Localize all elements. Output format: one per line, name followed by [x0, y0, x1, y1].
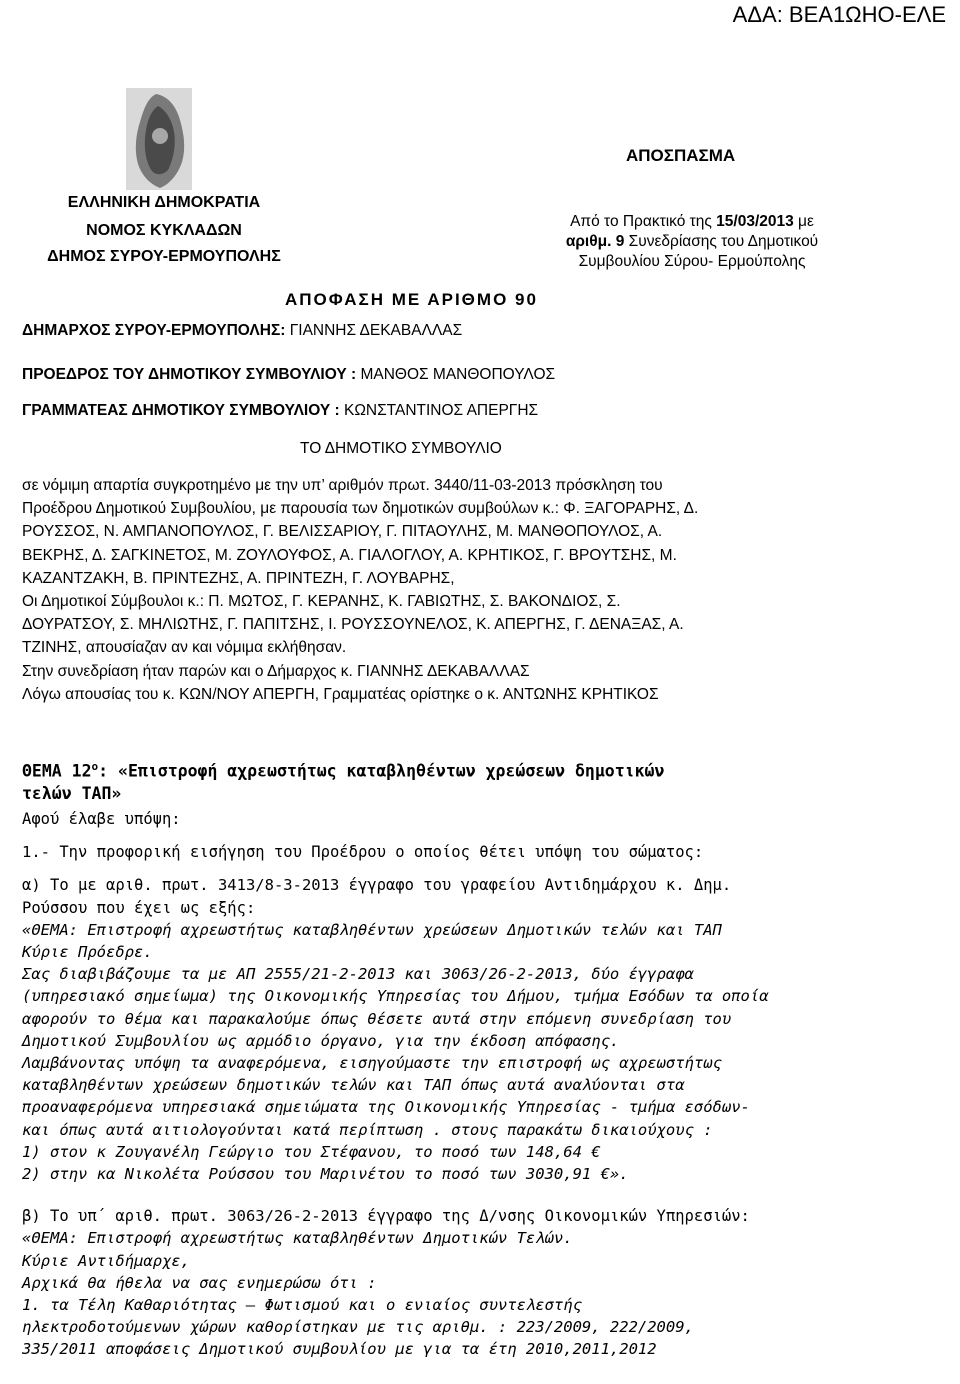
minutes-reference	[532, 212, 852, 272]
header-republic: ΕΛΛΗΝΙΚΗ ΔΗΜΟΚΡΑΤΙΑ	[67, 194, 261, 211]
quote-line: και όπως αυτά αιτιολογούνται κατά περίπτωση . στους παρακάτω δικαιούχους :	[22, 1120, 713, 1139]
quote-line: Λαμβάνοντας υπόψη τα αναφερόμενα, εισηγούμαστε την επιστροφή ως αχρεωστήτως	[22, 1054, 722, 1073]
item-a-line2: Ρούσσου που έχει ως εξής:	[22, 898, 256, 917]
municipality-logo	[124, 84, 194, 194]
attendance-line: ΔΟΥΡΑΤΣΟΥ, Σ. ΜΗΛΙΩΤΗΣ, Γ. ΠΑΠΙΤΣΗΣ, Ι. ΡΟΥΣΣΟΥΝΕΛΟΣ, Κ. ΑΠΕΡΓΗΣ, Γ. ΔΕΝΑΞΑΣ, Α.	[22, 616, 684, 634]
president-name: ΜΑΝΘΟΣ ΜΑΝΘΟΠΟΥΛΟΣ	[356, 366, 556, 383]
quote-line: καταβληθέντων χρεώσεων δημοτικών τελών και ΤΑΠ όπως αυτά αναλύονται στα	[22, 1076, 685, 1095]
document-type: ΑΠΟΣΠΑΣΜΑ	[626, 146, 736, 165]
b-quote-line: ηλεκτροδοτούμενων χώρων καθορίστηκαν με τις αριθμ. : 223/2009, 222/2009,	[22, 1318, 694, 1337]
attendance-line: ΤΖΙΝΗΣ, απουσίαζαν αν και νόμιμα εκλήθησαν.	[22, 639, 347, 657]
quote-line: «ΘΕΜΑ: Επιστροφή αχρεωστήτως καταβληθέντων χρεώσεων Δημοτικών τελών και ΤΑΠ	[22, 920, 722, 939]
decision-number: ΑΠΟΦΑΣΗ ΜΕ ΑΡΙΘΜΟ 90	[285, 290, 538, 309]
quote-line: (υπηρεσιακό σημείωμα) της Οικονομικής Υπηρεσίας του Δήμου, τμήμα Εσόδων τα οποία	[22, 987, 769, 1006]
attendance-line: σε νόμιμη απαρτία συγκροτημένο με την υπ’ αριθμόν πρωτ. 3440/11-03-2013 πρόσκληση του	[22, 477, 663, 494]
quote-line: Δημοτικού Συμβουλίου ως αρμόδιο όργανο, για την έκδοση απόφασης.	[22, 1031, 620, 1050]
president-label: ΠΡΟΕΔΡΟΣ ΤΟΥ ΔΗΜΟΤΙΚΟΥ ΣΥΜΒΟΥΛΙΟΥ :	[22, 366, 357, 383]
b-quote-line: 335/2011 αποφάσεις Δημοτικού συμβουλίου με για τα έτη 2010,2011,2012	[22, 1340, 657, 1359]
b-quote-line: Αρχικά θα ήθελα να σας ενημερώσω ότι :	[22, 1273, 377, 1292]
quote-line: 2) στην κα Νικολέτα Ρούσσου του Μαρινέτου το ποσό των 3030,91 €».	[22, 1165, 629, 1184]
secretary-line	[22, 402, 538, 420]
attendance-line: Προέδρου Δημοτικού Συμβουλίου, με παρουσία των δημοτικών συμβούλων κ.: Φ. ΞΑΓΟΡΑΡΗΣ, Δ.	[22, 500, 699, 518]
subject-heading	[22, 756, 822, 805]
attendance-line: ΡΟΥΣΣΟΣ, Ν. ΑΜΠΑΝΟΠΟΥΛΟΣ, Γ. ΒΕΛΙΣΣΑΡΙΟΥ, Γ. ΠΙΤΑΟΥΛΗΣ, Μ. ΜΑΝΘΟΠΟΥΛΟΣ, Α.	[22, 523, 663, 541]
ada-code: ΑΔΑ: ΒΕΑ1ΩΗΟ-ΕΛΕ	[732, 2, 946, 27]
header-prefecture: ΝΟΜΟΣ ΚΥΚΛΑΔΩΝ	[86, 222, 242, 239]
quote-line: Σας διαβιβάζουμε τα με ΑΠ 2555/21-2-2013 και 3063/26-2-2013, δύο έγγραφα	[22, 965, 694, 984]
attendance-block	[22, 474, 842, 706]
quote-line: 1) στον κ Ζουγανέλη Γεώργιο του Στέφανου, το ποσό των 148,64 €	[22, 1142, 601, 1161]
minutes-line1-post: με	[793, 213, 814, 230]
header-municipality: ΔΗΜΟΣ ΣΥΡΟΥ-ΕΡΜΟΥΠΟΛΗΣ	[47, 248, 281, 265]
quote-line: προαναφερόμενα υπηρεσιακά σημειώματα της Οικονομικής Υπηρεσίας - τμήμα εσόδων-	[22, 1098, 750, 1117]
decision-body	[22, 808, 842, 1361]
minutes-date: 15/03/2013	[716, 213, 794, 230]
quote-line: Κύριε Πρόεδρε.	[22, 943, 153, 962]
minutes-number: αριθμ. 9	[565, 233, 625, 250]
b-quote-line: 1. τα Τέλη Καθαριότητας – Φωτισμού και ο ενιαίος συντελεστής	[22, 1296, 582, 1315]
attendance-line: Οι Δημοτικοί Σύμβουλοι κ.: Π. ΜΩΤΟΣ, Γ. ΚΕΡΑΝΗΣ, Κ. ΓΑΒΙΩΤΗΣ, Σ. ΒΑΚΟΝΔΙΟΣ, Σ.	[22, 593, 621, 611]
secretary-label: ΓΡΑΜΜΑΤΕΑΣ ΔΗΜΟΤΙΚΟΥ ΣΥΜΒΟΥΛΙΟΥ :	[22, 402, 340, 419]
mayor-label: ΔΗΜΑΡΧΟΣ ΣΥΡΟΥ-ΕΡΜΟΥΠΟΛΗΣ:	[22, 322, 286, 339]
minutes-line1-pre: Από το Πρακτικό της	[570, 213, 717, 230]
item-b-line1: β) Το υπ΄ αριθ. πρωτ. 3063/26-2-2013 έγγραφο της Δ/νσης Οικονομικών Υπηρεσιών:	[22, 1207, 750, 1226]
quote-line: αφορούν το θέμα και παρακαλούμε όπως θέσετε αυτά στην επόμενη συνεδρίαση του	[22, 1009, 732, 1028]
attendance-line: Λόγω απουσίας του κ. ΚΩΝ/ΝΟΥ ΑΠΕΡΓΗ, Γραμματέας ορίστηκε ο κ. ΑΝΤΩΝΗΣ ΚΡΗΤΙΚΟΣ	[22, 685, 659, 703]
mayor-line	[22, 322, 462, 340]
council-title: ΤΟ ΔΗΜΟΤΙΚΟ ΣΥΜΒΟΥΛΙΟ	[300, 440, 502, 457]
subject-sup: ο	[91, 760, 99, 773]
attendance-line: Στην συνεδρίαση ήταν παρών και ο Δήμαρχος κ. ΓΙΑΝΝΗΣ ΔΕΚΑΒΑΛΛΑΣ	[22, 662, 530, 680]
mayor-name: ΓΙΑΝΝΗΣ ΔΕΚΑΒΑΛΛΑΣ	[285, 322, 463, 339]
attendance-line: ΒΕΚΡΗΣ, Δ. ΣΑΓΚΙΝΕΤΟΣ, Μ. ΖΟΥΛΟΥΦΟΣ, Α. ΓΙΑΛΟΓΛΟΥ, Α. ΚΡΗΤΙΚΟΣ, Γ. ΒΡΟΥΤΣΗΣ, Μ.	[22, 546, 677, 564]
item-a-line1: α) Το με αριθ. πρωτ. 3413/8-3-2013 έγγραφο του γραφείου Αντιδημάρχου κ. Δημ.	[22, 876, 732, 895]
subject-line1: : «Επιστροφή αχρεωστήτως καταβληθέντων χρεώσεων δημοτικών	[98, 761, 665, 781]
b-quote-line: «ΘΕΜΑ: Επιστροφή αχρεωστήτως καταβληθέντων Δημοτικών Τελών.	[22, 1229, 573, 1248]
attendance-line: ΚΑΖΑΝΤΖΑΚΗ, Β. ΠΡΙΝΤΕΖΗΣ, Α. ΠΡΙΝΤΕΖΗ, Γ. ΛΟΥΒΑΡΗΣ,	[22, 569, 455, 587]
after-seeing: Αφού έλαβε υπόψη:	[22, 810, 181, 828]
item-1: 1.- Την προφορική εισήγηση του Προέδρου ο οποίος θέτει υπόψη του σώματος:	[22, 843, 704, 862]
subject-line2: τελών ΤΑΠ»	[22, 783, 122, 803]
secretary-name: ΚΩΝΣΤΑΝΤΙΝΟΣ ΑΠΕΡΓΗΣ	[339, 402, 539, 419]
b-quote-line: Κύριε Αντιδήμαρχε,	[22, 1251, 190, 1270]
minutes-line2-post: Συνεδρίασης του Δημοτικού	[624, 233, 819, 250]
subject-prefix: ΘΕΜΑ 12	[22, 761, 92, 781]
minutes-line3: Συμβουλίου Σύρου- Ερμούπολης	[578, 253, 806, 270]
president-line	[22, 366, 555, 384]
